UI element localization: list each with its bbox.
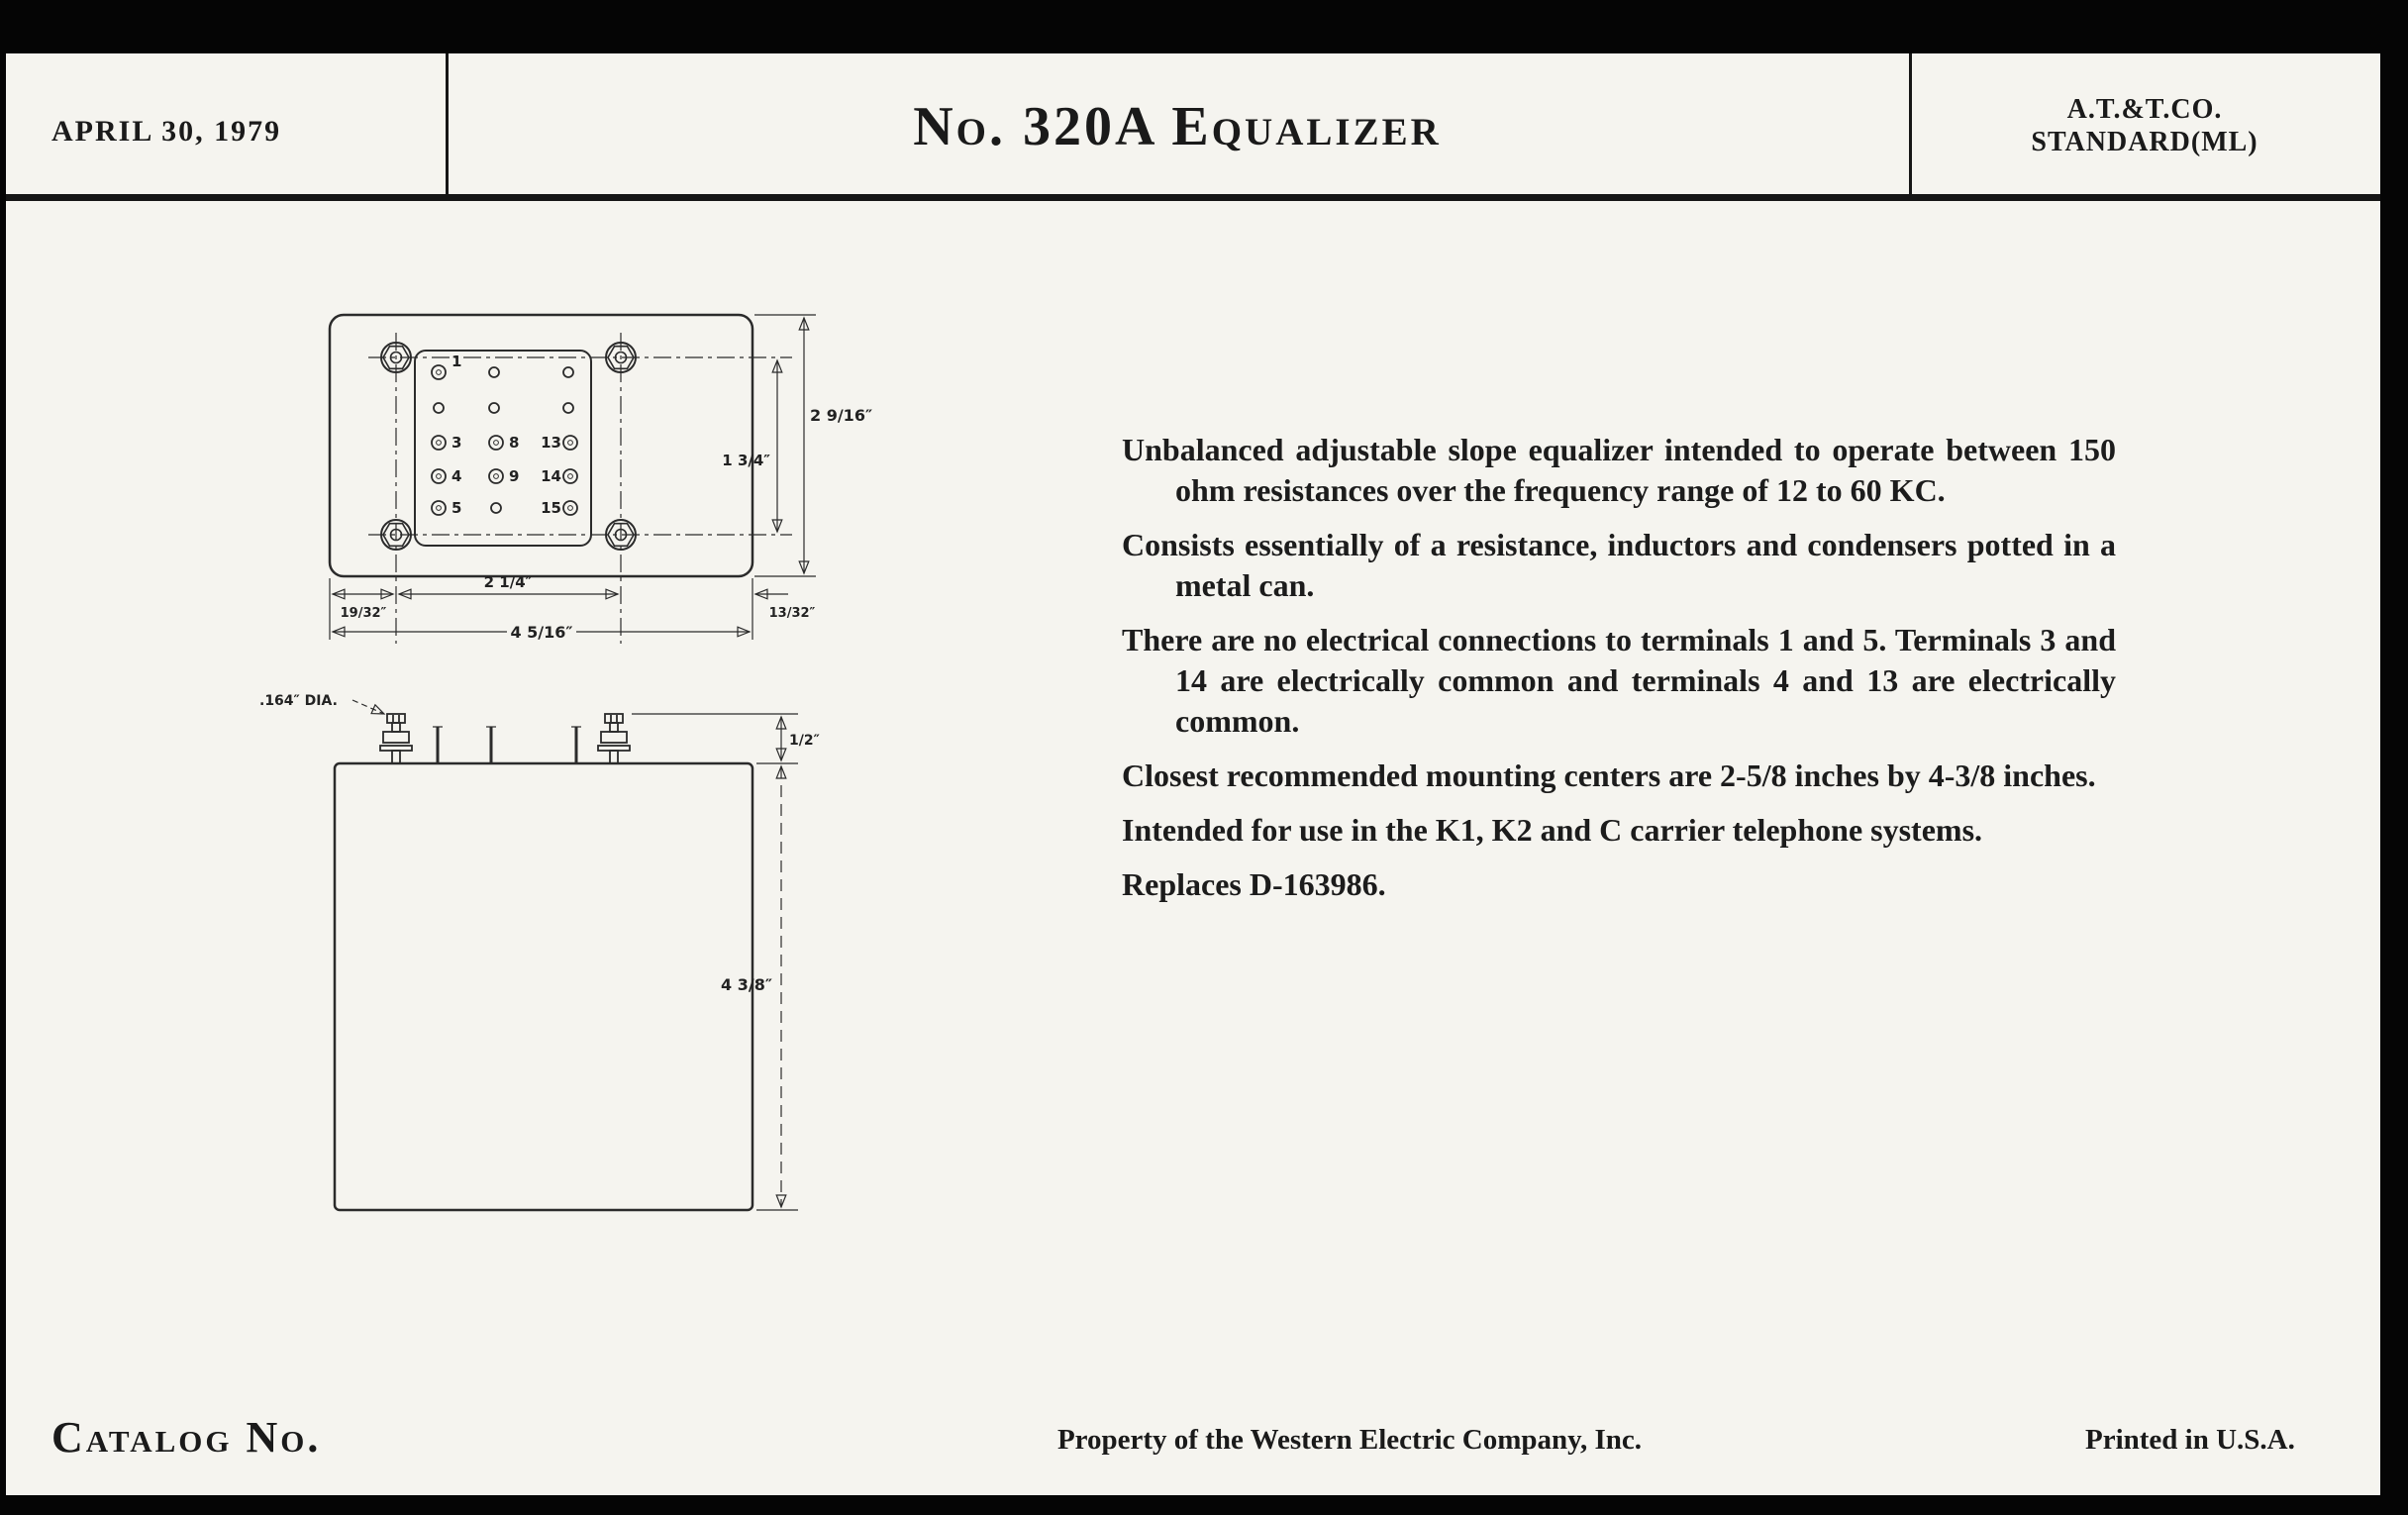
technical-drawings — [238, 297, 891, 1248]
side-view-drawing — [259, 693, 820, 1210]
terminal-label-14: 14 — [541, 467, 561, 485]
description-paragraph: Replaces D-163986. — [1122, 866, 1386, 902]
terminal-4-icon — [432, 469, 446, 483]
terminal-label-15: 15 — [541, 499, 561, 517]
terminal-14-icon — [563, 469, 577, 483]
terminal-label-5: 5 — [452, 499, 462, 517]
org-name: A.T.&T.CO. — [2066, 94, 2223, 125]
terminal-label-4: 4 — [452, 467, 462, 485]
org-standard: STANDARD(ML) — [2031, 127, 2258, 157]
header-date: APRIL 30, 1979 — [51, 115, 282, 148]
dim-terminal-height: 1/2″ — [789, 733, 820, 749]
terminal-hole-icon — [563, 367, 573, 377]
terminal-label-3: 3 — [452, 434, 462, 452]
document-page — [6, 53, 2380, 1495]
description-paragraph: Unbalanced adjustable slope equalizer intended to operate between 150 ohm resistances over the frequency range of 12 to 60 KC. — [1122, 432, 2116, 508]
header-rule — [6, 194, 2380, 201]
terminal-hole-icon — [434, 403, 444, 413]
terminal-hole-icon — [489, 403, 499, 413]
dim-center-height: 1 3/4″ — [722, 452, 770, 469]
screw-terminal-icon — [598, 714, 630, 763]
terminal-9-icon — [489, 469, 503, 483]
terminal-hole-icon — [563, 403, 573, 413]
terminal-label-9: 9 — [509, 467, 520, 485]
top-view-drawing — [330, 315, 872, 644]
screw-terminal-icon — [380, 714, 412, 763]
dim-center-width: 2 1/4″ — [483, 573, 533, 591]
terminal-8-icon — [489, 436, 503, 450]
terminal-label-1: 1 — [452, 353, 462, 370]
description-paragraph: There are no electrical connections to terminals 1 and 5. Terminals 3 and 14 are electrically common and terminals 4 and 13 are electrically common. — [1122, 622, 2116, 739]
terminal-3-icon — [432, 436, 446, 450]
header-org — [1909, 93, 2380, 158]
catalog-no-label: Catalog No. — [51, 1413, 322, 1462]
terminal-hole-icon — [491, 503, 501, 513]
terminal-label-8: 8 — [509, 434, 520, 452]
terminal-13-icon — [563, 436, 577, 450]
description-paragraph: Closest recommended mounting centers are 2-5/8 inches by 4-3/8 inches. — [1122, 758, 2096, 793]
terminal-hole-icon — [489, 367, 499, 377]
dim-terminal-dia: .164″ DIA. — [259, 693, 338, 709]
property-notice: Property of the Western Electric Company, Inc. — [1056, 1424, 1643, 1456]
terminal-label-13: 13 — [541, 434, 561, 452]
terminal-1-icon — [432, 365, 446, 379]
description-paragraph: Consists essentially of a resistance, inductors and condensers potted in a metal can. — [1122, 527, 2116, 603]
terminal-15-icon — [563, 501, 577, 515]
terminal-5-icon — [432, 501, 446, 515]
description-text — [1122, 430, 2116, 919]
dim-total-width: 4 5/16″ — [510, 623, 573, 642]
printed-in-usa-label: Printed in U.S.A. — [2085, 1424, 2295, 1456]
page-title: No. 320A Equalizer — [913, 96, 1442, 157]
dim-right-offset: 13/32″ — [768, 606, 816, 621]
description-paragraph: Intended for use in the K1, K2 and C carrier telephone systems. — [1122, 812, 1983, 848]
dim-left-offset: 19/32″ — [340, 606, 387, 621]
header-divider-left — [446, 53, 449, 194]
dim-can-height: 4 3/8″ — [721, 975, 772, 994]
dim-total-height: 2 9/16″ — [810, 406, 873, 425]
can-outline — [335, 763, 752, 1210]
header-divider-right — [1909, 53, 1912, 194]
